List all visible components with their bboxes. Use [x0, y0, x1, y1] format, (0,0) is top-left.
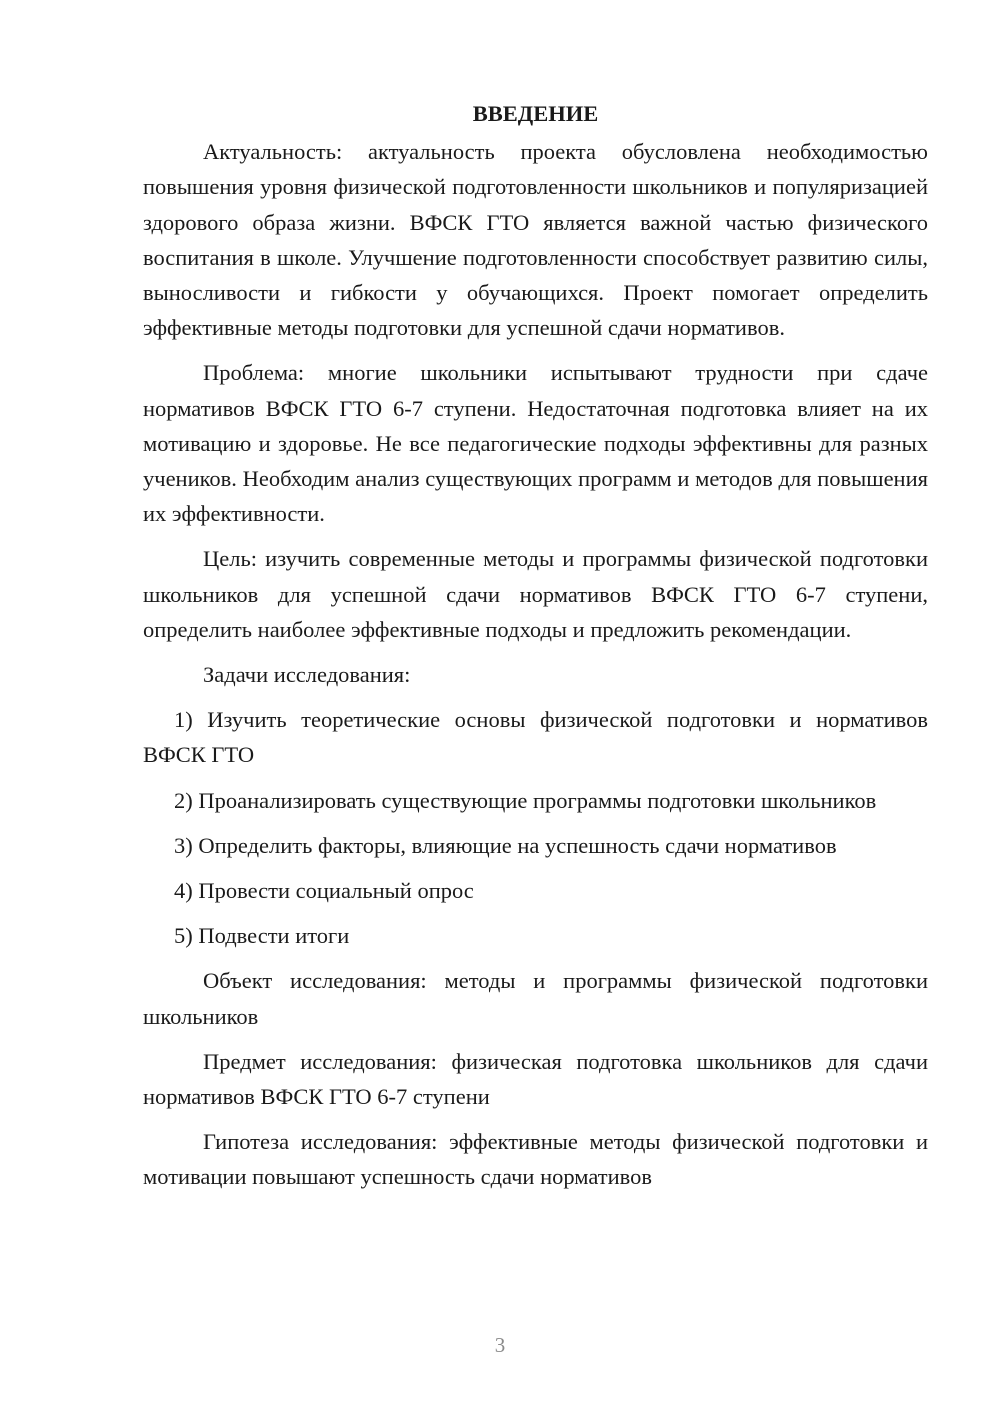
- list-item-task-5: 5) Подвести итоги: [174, 923, 350, 949]
- paragraph-subject: Предмет исследования: физическая подготовка школьников для сдачи нормативов ВФСК ГТО 6-7 ступени: [143, 1048, 928, 1110]
- list-item-task-1: 1) Изучить теоретические основы физической подготовки и нормативов ВФСК ГТО: [143, 707, 928, 768]
- page-number: 3: [494, 1333, 506, 1357]
- paragraph-object: Объект исследования: методы и программы физической подготовки школьников: [143, 968, 928, 1029]
- list-item-task-4: 4) Провести социальный опрос: [174, 878, 474, 904]
- paragraph-problem: Проблема: многие школьники испытывают трудности при сдаче нормативов ВФСК ГТО 6-7 ступени. Недостаточная подготовка влияет на их мотивацию и здоровье. Не все педагогические подходы эффективны для разных учеников. Необходим анализ существующих программ и методов для повышения их эффективности.: [143, 360, 928, 527]
- page-title: ВВЕДЕНИЕ: [472, 101, 599, 126]
- paragraph-tasks-heading: Задачи исследования:: [203, 662, 411, 688]
- paragraph-relevance: Актуальность: актуальность проекта обусловлена необходимостью повышения уровня физической подготовленности школьников и популяризацией здорового образа жизни. ВФСК ГТО является важной частью физического воспитания в школе. Улучшение подготовленности способствует развитию силы, выносливости и гибкости у обучающихся. Проект помогает определить эффективные методы подготовки для успешной сдачи нормативов.: [143, 139, 928, 341]
- list-item-task-3: 3) Определить факторы, влияющие на успешность сдачи нормативов: [174, 832, 837, 858]
- paragraph-goal: Цель: изучить современные методы и программы физической подготовки школьников для успешной сдачи нормативов ВФСК ГТО 6-7 ступени, определить наиболее эффективные подходы и предложить рекомендации.: [143, 546, 928, 642]
- list-item-task-2: 2) Проанализировать существующие программы подготовки школьников: [174, 787, 877, 813]
- page-content: [143, 96, 928, 1205]
- paragraph-hypothesis: Гипотеза исследования: эффективные методы физической подготовки и мотивации повышают успешность сдачи нормативов: [143, 1129, 928, 1190]
